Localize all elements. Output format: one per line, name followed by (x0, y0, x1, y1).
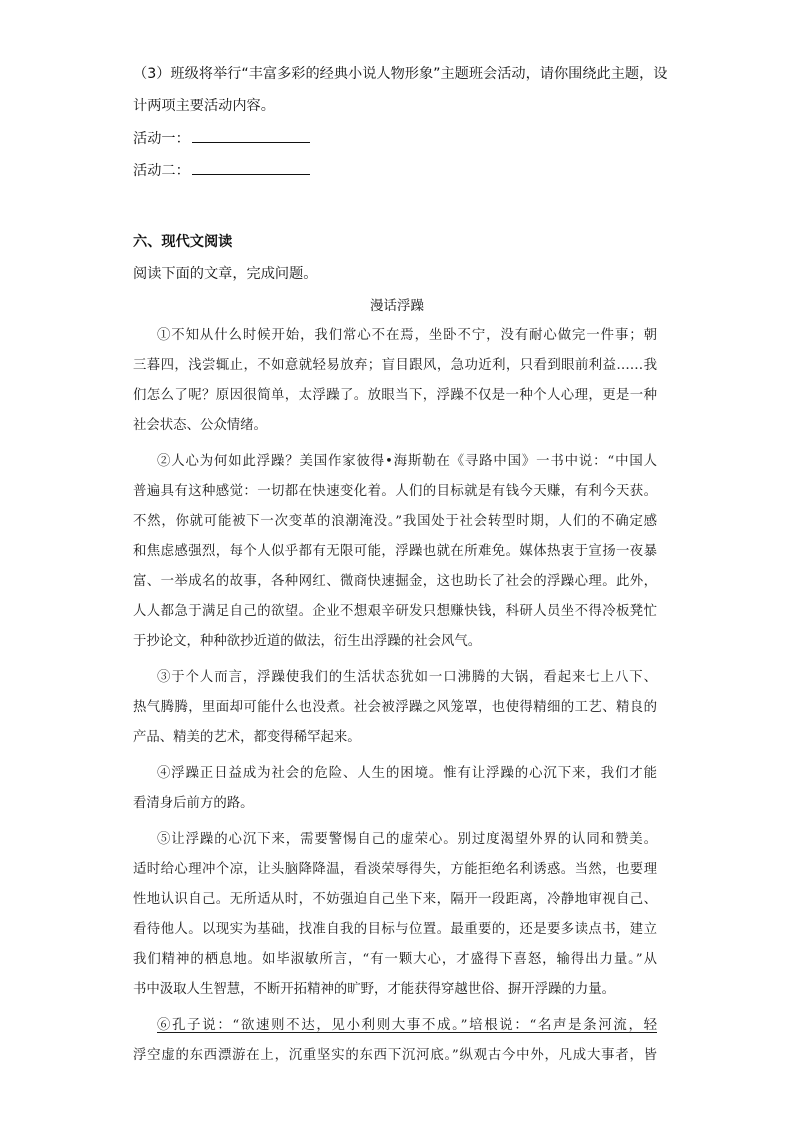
paragraph-line: 于抄论文，种种欲抄近道的做法，衍生出浮躁的社会风气。 (133, 634, 482, 649)
paragraph-line: ⑤让浮躁的心沉下来，需要警惕自己的虚荣心。别过度渴望外界的认同和赞美。 (157, 832, 657, 847)
activity-1-blank[interactable] (192, 128, 310, 143)
paragraph-line: 看清身后前方的路。 (133, 796, 254, 811)
paragraph-line: 不然，你就可能被下一次变革的浪潮淹没。”我国处于社会转型时期，人们的不确定感 (133, 514, 657, 529)
paragraph-line: 热气腾腾，里面却可能什么也没煮。社会被浮躁之风笼罩，也使得精细的工艺、精良的 (133, 700, 657, 715)
paragraph-line: 三暮四，浅尝辄止，不如意就轻易放弃；盲目跟风，急功近利，只看到眼前利益……我 (133, 358, 657, 373)
activity-2-row (133, 160, 310, 181)
paragraph-line: ③于个人而言，浮躁使我们的生活状态犹如一口沸腾的大锅，看起来七上八下、 (157, 670, 657, 685)
paragraph-line: 和焦虑感强烈，每个人似乎都有无限可能，浮躁也就在所难免。媒体热衷于宣扬一夜暴 (133, 544, 657, 559)
paragraph-line-underlined: ⑥孔子说：“欲速则不达，见小利则大事不成。”培根说：“名声是条河流，轻 (157, 1018, 657, 1033)
question-3-line-2: 计两项主要活动内容。 (133, 98, 275, 114)
activity-2-label: 活动二： (133, 163, 190, 179)
reading-instruction: 阅读下面的文章，完成问题。 (133, 266, 318, 282)
question-3-line-1: （3）班级将举行“丰富多彩的经典小说人物形象”主题班会活动，请你围绕此主题，设 (133, 66, 668, 82)
paragraph-line: 书中汲取人生智慧，不断开拓精神的旷野，才能获得穿越世俗、摒开浮躁的力量。 (133, 982, 616, 997)
paragraph-line: 产品、精美的艺术，都变得稀罕起来。 (133, 730, 361, 745)
paragraph-line: 我们精神的栖息地。如毕淑敏所言，“有一颗大心，才盛得下喜怒，输得出力量。”从 (133, 952, 657, 967)
paragraph-line: 社会状态、公众情绪。 (133, 418, 267, 433)
activity-1-label: 活动一： (133, 131, 190, 147)
paragraph-line: 适时给心理冲个凉，让头脑降降温，看淡荣辱得失，方能拒绝名利诱惑。当然，也要理 (133, 862, 657, 877)
activity-1-row (133, 128, 310, 149)
paragraph-line: 普遍具有这种感觉：一切都在快速变化着。人们的目标就是有钱今天赚，有利今天获。 (133, 484, 657, 499)
section-heading: 六、现代文阅读 (133, 234, 233, 250)
paragraph-line: 富、一举成名的故事，各种网红、微商快速掘金，这也助长了社会的浮躁心理。此外， (133, 574, 657, 589)
article-title: 漫话浮躁 (370, 298, 424, 314)
paragraph-line: 们怎么了呢？原因很简单，太浮躁了。放眼当下，浮躁不仅是一种个人心理，更是一种 (133, 388, 657, 403)
paragraph-line: 看待他人。以现实为基础，找准自我的目标与位置。最重要的，还是要多读点书，建立 (133, 922, 657, 937)
paragraph-line: ②人心为何如此浮躁？美国作家彼得•海斯勒在《寻路中国》一书中说：“中国人 (157, 454, 657, 469)
paragraph-line: ④浮躁正日益成为社会的危险、人生的困境。惟有让浮躁的心沉下来，我们才能 (157, 766, 657, 781)
paragraph-line: 性地认识自己。无所适从时，不妨强迫自己坐下来，隔开一段距离，冷静地审视自己、 (133, 892, 657, 907)
paragraph-line: ①不知从什么时候开始，我们常心不在焉，坐卧不宁，没有耐心做完一件事；朝 (157, 328, 657, 343)
paragraph-line: 浮空虚的东西漂游在上，沉重坚实的东西下沉河底。”纵观古今中外，凡成大事者，皆 (133, 1048, 657, 1063)
paragraph-line: 人人都急于满足自己的欲望。企业不想艰辛研发只想赚快钱，科研人员坐不得冷板凳忙 (133, 604, 657, 619)
activity-2-blank[interactable] (192, 160, 310, 175)
